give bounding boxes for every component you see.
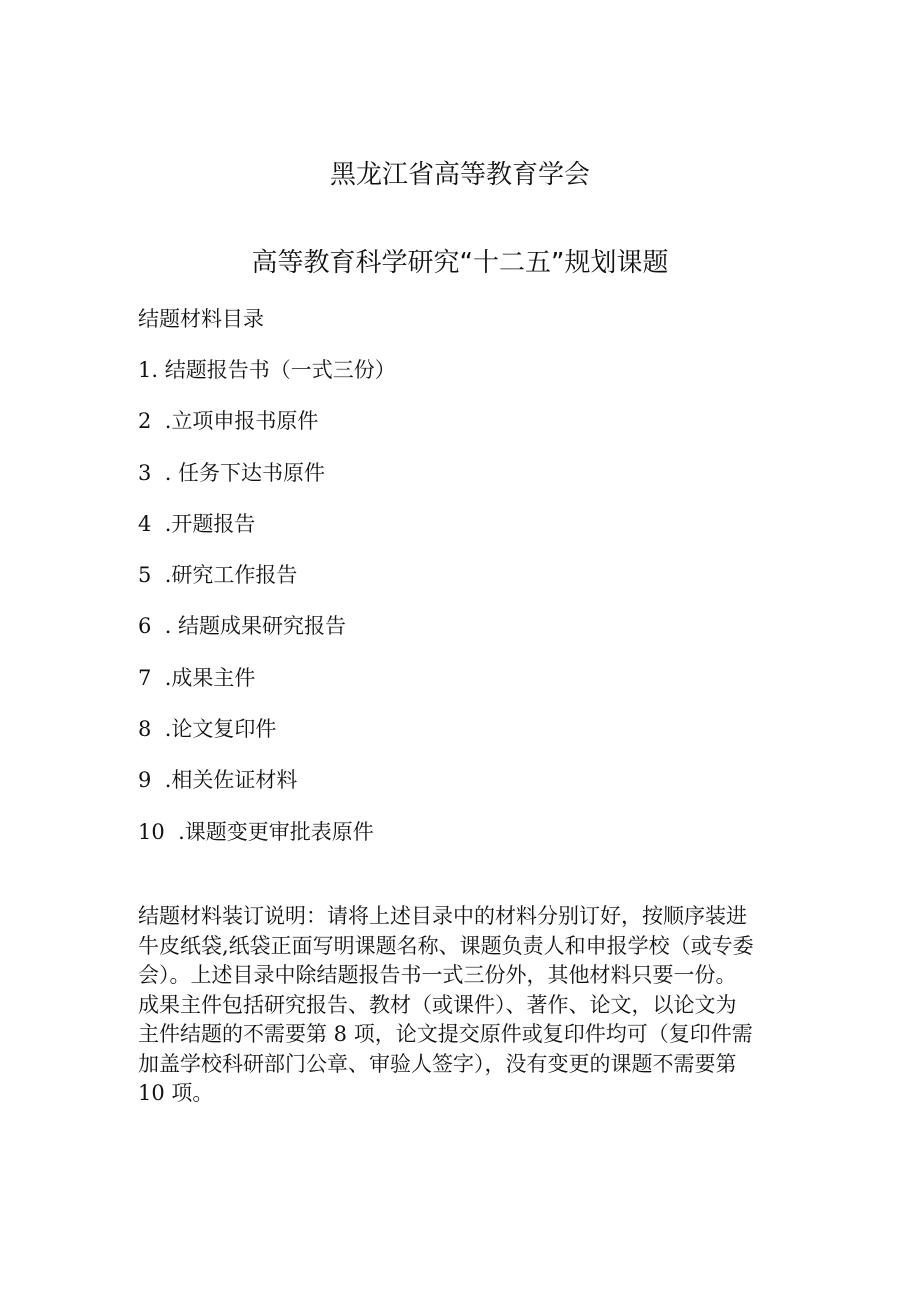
toc-list: [138, 356, 396, 869]
toc-item: 8 .论文复印件: [138, 717, 277, 742]
toc-item: 3 . 任务下达书原件: [138, 460, 326, 485]
toc-item: 5 .研究工作报告: [138, 563, 298, 588]
toc-item: 7 .成果主件: [138, 665, 256, 690]
notes-line: 10 项。: [138, 1081, 214, 1105]
project-title: 高等教育科学研究“十二五”规划课题: [251, 248, 669, 278]
notes-line: 主件结题的不需要第 8 项，论文提交原件或复印件均可（复印件需: [138, 1022, 753, 1046]
toc-item: 2 .立项申报书原件: [138, 409, 319, 434]
notes-line: 牛皮纸袋,纸袋正面写明课题名称、课题负责人和申报学校（或专委: [138, 933, 754, 958]
notes-line: 结题材料装订说明：请将上述目录中的材料分别订好，按顺序装进: [138, 904, 747, 928]
section-label: 结题材料目录: [138, 307, 264, 331]
toc-item: 4 .开题报告: [138, 511, 256, 536]
notes-line: 会）。上述目录中除结题报告书一式三份外，其他材料只要一份。: [138, 963, 737, 987]
toc-item: 9 .相关佐证材料: [138, 768, 298, 793]
notes-line: 成果主件包括研究报告、教材（或课件）、著作、论文，以论文为: [138, 992, 737, 1017]
toc-item: 1. 结题报告书（一式三份）: [138, 358, 396, 382]
org-title: 黑龙江省高等教育学会: [329, 160, 590, 190]
binding-notes: [138, 902, 788, 1109]
toc-item: 10 .课题变更审批表原件: [138, 819, 374, 844]
notes-line: 加盖学校科研部门公章、审验人签字），没有变更的课题不需要第: [138, 1051, 737, 1076]
toc-item: 6 . 结题成果研究报告: [138, 614, 347, 639]
